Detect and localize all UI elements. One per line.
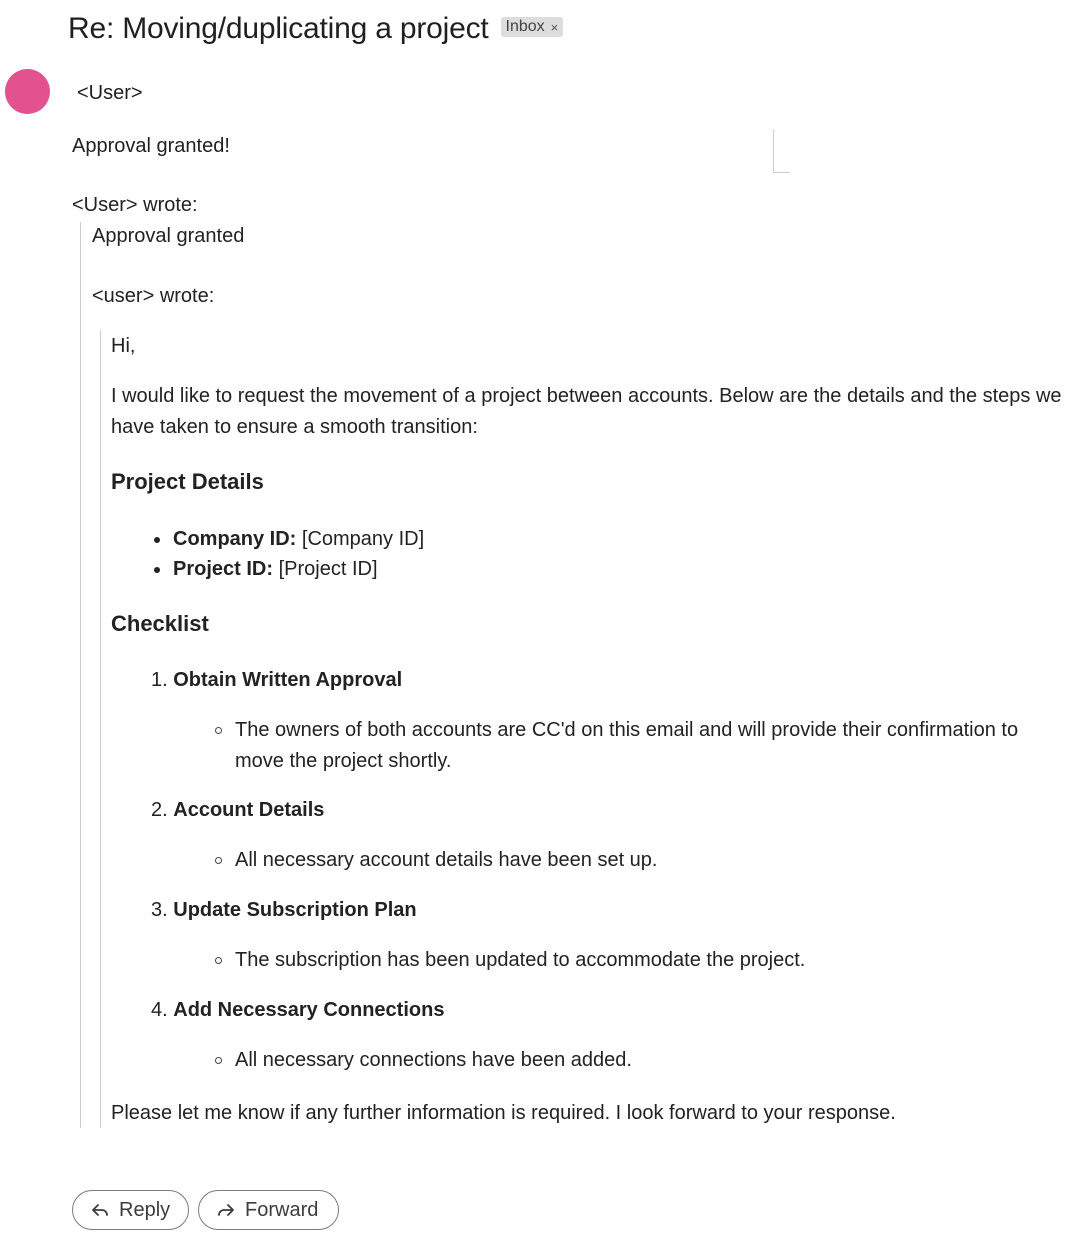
closing-text: Please let me know if any further information is required. I look forward to your response.: [111, 1102, 896, 1124]
item-number: 4.: [151, 999, 168, 1021]
item-number: 2.: [151, 799, 168, 821]
detail-value: [Project ID]: [273, 558, 378, 580]
sub-bullet-circle: [215, 727, 222, 734]
quote1-attribution: <User> wrote:: [72, 194, 198, 216]
item-title: Add Necessary Connections: [173, 999, 445, 1021]
reply-text: Approval granted!: [72, 135, 230, 157]
intro-line-1: I would like to request the movement of a project between accounts. Below are the details and the steps we: [111, 385, 1062, 407]
project-details-heading: Project Details: [111, 469, 264, 494]
quote1-text: Approval granted: [92, 225, 245, 247]
item-number: 3.: [151, 899, 168, 921]
reply-label: Reply: [119, 1198, 171, 1221]
checklist-item-4-sub: All necessary connections have been added.: [235, 1049, 632, 1071]
detail-label: Company ID:: [173, 528, 297, 550]
item-title: Obtain Written Approval: [173, 669, 403, 691]
sender-name[interactable]: <User>: [77, 82, 143, 104]
sub-bullet-circle: [215, 857, 222, 864]
checklist-item-3: [151, 899, 417, 922]
reply-arrow-icon: [91, 1202, 109, 1218]
inbox-label-chip[interactable]: [501, 17, 564, 37]
reply-button[interactable]: [72, 1190, 189, 1230]
detail-project-id: [173, 558, 378, 581]
decorative-corner-mark: [773, 129, 790, 173]
checklist-item-2: [151, 799, 324, 822]
checklist-item-2-sub: All necessary account details have been set up.: [235, 849, 658, 871]
item-title: Update Subscription Plan: [173, 899, 417, 921]
avatar[interactable]: [5, 69, 50, 114]
detail-label: Project ID:: [173, 558, 274, 580]
remove-label-icon[interactable]: ×: [550, 19, 559, 35]
forward-label: Forward: [245, 1198, 319, 1221]
item-title: Account Details: [173, 799, 325, 821]
quote2-bar: [100, 330, 101, 1128]
intro-line-2: have taken to ensure a smooth transition:: [111, 416, 478, 438]
detail-value: [Company ID]: [296, 528, 425, 550]
forward-arrow-icon: [217, 1202, 235, 1218]
bullet-dot: [154, 567, 160, 573]
bullet-dot: [154, 537, 160, 543]
checklist-item-1-sub-line2: move the project shortly.: [235, 750, 452, 772]
checklist-item-3-sub: The subscription has been updated to accommodate the project.: [235, 949, 806, 971]
email-subject: Re: Moving/duplicating a project: [68, 12, 489, 45]
sub-bullet-circle: [215, 957, 222, 964]
quote2-attribution: <user> wrote:: [92, 285, 215, 307]
checklist-heading: Checklist: [111, 611, 209, 636]
checklist-item-1-sub-line1: The owners of both accounts are CC'd on this email and will provide their confirmation to: [235, 719, 1019, 741]
quote1-bar: [80, 222, 81, 1128]
forward-button[interactable]: [198, 1190, 339, 1230]
inbox-label-text: Inbox: [505, 18, 545, 35]
checklist-item-1: [151, 669, 402, 692]
sub-bullet-circle: [215, 1057, 222, 1064]
item-number: 1.: [151, 669, 168, 691]
greeting: Hi,: [111, 335, 136, 357]
detail-company-id: [173, 528, 424, 551]
subject-row: [68, 12, 563, 46]
checklist-item-4: [151, 999, 444, 1022]
